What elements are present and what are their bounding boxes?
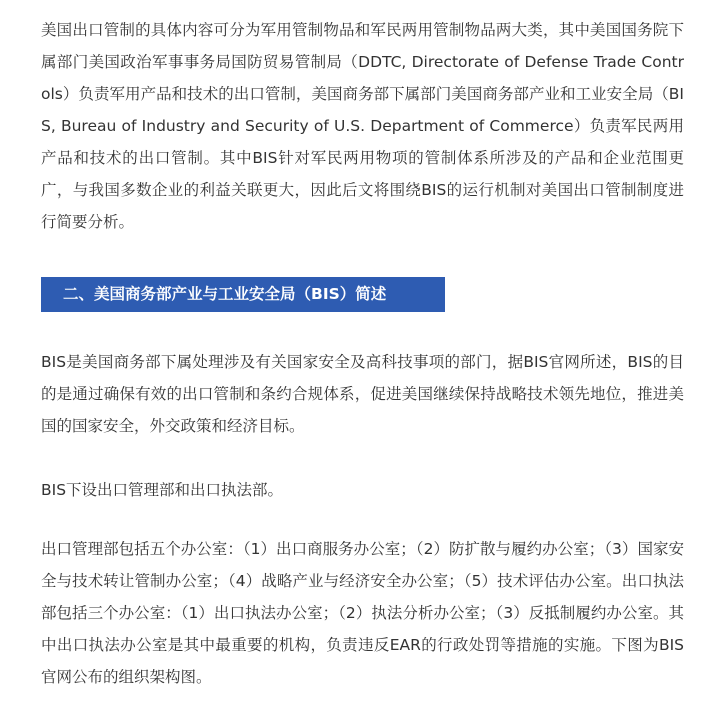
bis-divisions-paragraph: BIS下设出口管理部和出口执法部。 <box>41 481 284 499</box>
export-control-overview-paragraph: 美国出口管制的具体内容可分为军用管制物品和军民两用管制物品两大类，其中美国国务院下属部门美国政治军事事务局国防贸易管制局（DDTC, Directorate of Defense Trade Controls）负责军用产品和技术的出口管制，美国商务部下属部门美国商务部产业和工业安全局（BIS, Bureau of Industry and Security of U.S. Department of Commerce）负责军民两用产品和技术的出口管制。其中BIS针对军民两用物项的管制体系所涉及的产品和企业范围更广，与我国多数企业的利益关联更大，因此后文将围绕BIS的运行机制对美国出口管制制度进行简要分析。 <box>41 21 684 231</box>
section-heading-bis-overview: 二、美国商务部产业与工业安全局（BIS）简述 <box>41 277 445 312</box>
bis-offices-paragraph: 出口管理部包括五个办公室：（1）出口商服务办公室；（2）防扩散与履约办公室；（3）国家安全与技术转让管制办公室；（4）战略产业与经济安全办公室；（5）技术评估办公室。出口执法部包括三个办公室：（1）出口执法办公室；（2）执法分析办公室；（3）反抵制履约办公室。其中出口执法办公室是其中最重要的机构，负责违反EAR的行政处罚等措施的实施。下图为BIS官网公布的组织架构图。 <box>41 540 684 686</box>
bis-intro-paragraph: BIS是美国商务部下属处理涉及有关国家安全及高科技事项的部门，据BIS官网所述，BIS的目的是通过确保有效的出口管制和条约合规体系，促进美国继续保持战略技术领先地位，推进美国的国家安全，外交政策和经济目标。 <box>41 353 684 435</box>
